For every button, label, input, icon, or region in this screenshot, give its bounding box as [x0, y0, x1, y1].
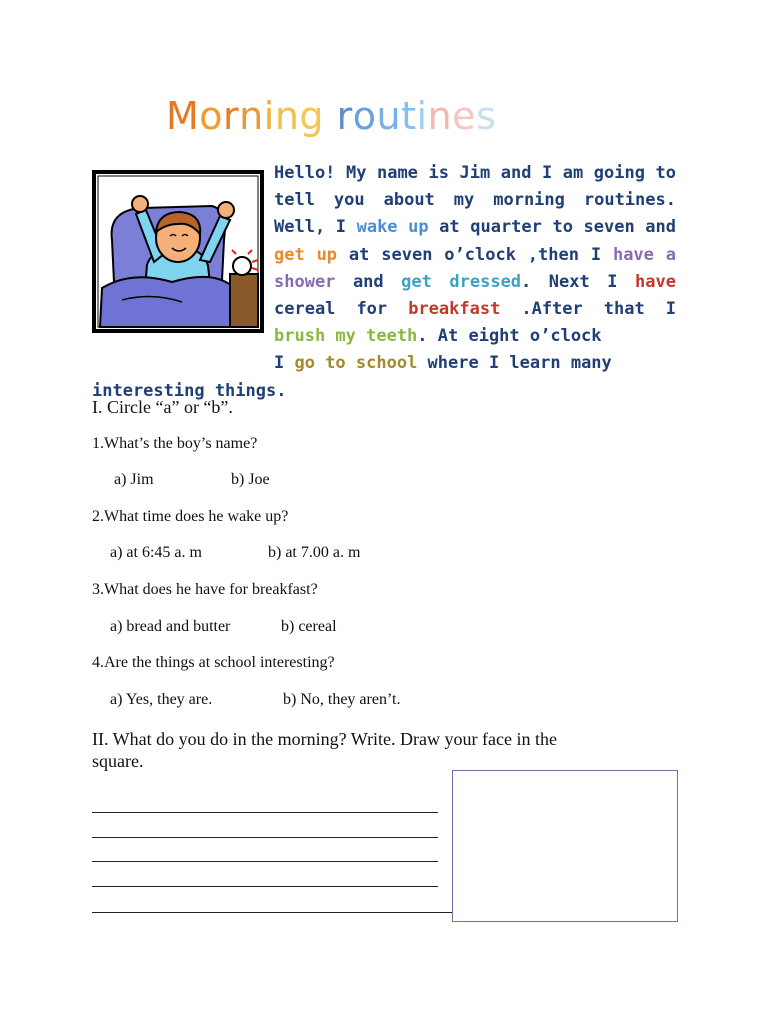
passage-segment: have [635, 271, 676, 292]
writing-line[interactable] [92, 861, 438, 862]
title-letter: r [336, 94, 353, 138]
title-letter: n [427, 94, 453, 138]
passage-segment: I [274, 353, 295, 374]
writing-line[interactable] [92, 886, 438, 887]
title-letter: o [352, 94, 377, 138]
question-2-option-b[interactable]: b) at 7.00 a. m [268, 544, 361, 561]
question-3: 3.What does he have for breakfast? [92, 581, 318, 598]
passage-segment: . At eight o’clock [417, 326, 602, 347]
passage-segment: at seven o’clock ,then I [337, 244, 613, 265]
title-letter: n [274, 94, 300, 138]
title-letter: r [223, 94, 240, 138]
title-letter [324, 94, 337, 138]
passage-segment: get up [274, 244, 338, 265]
passage-segment: get dressed [401, 271, 522, 292]
passage-segment: .After that I [500, 299, 676, 320]
title-letter: n [239, 94, 264, 138]
writing-line[interactable] [92, 837, 438, 838]
exercise-1-heading: I. Circle “a” or “b”. [92, 397, 233, 417]
face-drawing-square[interactable] [452, 770, 678, 922]
passage-segment: Hello! My name is Jim and I am going to tell you about my morning routines. Well, I [274, 163, 676, 238]
title-letter: g [299, 94, 325, 138]
passage-segment: breakfast [408, 299, 501, 320]
question-4: 4.Are the things at school interesting? [92, 654, 335, 671]
question-1-option-b[interactable]: b) Joe [231, 471, 270, 488]
question-3-option-a[interactable]: a) bread and butter [110, 618, 231, 635]
passage-segment: brush my teeth [274, 326, 418, 347]
passage-segment: go to school [294, 353, 418, 374]
page-title [166, 94, 496, 138]
passage-segment: at quarter to seven and [428, 217, 676, 238]
passage-segment: cereal for [274, 299, 409, 320]
reading-passage [92, 160, 676, 405]
question-4-option-b[interactable]: b) No, they aren’t. [283, 691, 401, 708]
title-letter: o [199, 94, 224, 138]
question-3-option-b[interactable]: b) cereal [281, 618, 337, 635]
exercise-2-heading-line-1: II. What do you do in the morning? Write. Draw your face in the [92, 729, 557, 749]
question-2: 2.What time does he wake up? [92, 508, 289, 525]
passage-segment: where I learn many interesting things. [92, 353, 612, 401]
title-letter: t [401, 94, 417, 138]
question-2-option-a[interactable]: a) at 6:45 a. m [110, 544, 202, 561]
title-letter: M [166, 94, 200, 138]
passage-body [274, 163, 676, 346]
passage-segment: have a shower [274, 244, 676, 292]
writing-line[interactable] [92, 912, 452, 913]
passage-segment: and [335, 271, 402, 292]
passage-segment: wake up [356, 217, 429, 238]
title-letter: s [476, 94, 497, 138]
title-letter: i [416, 94, 428, 138]
title-letter: i [263, 94, 275, 138]
passage-segment: . Next I [521, 271, 636, 292]
title-letter: e [452, 94, 477, 138]
question-1: 1.What’s the boy’s name? [92, 435, 258, 452]
exercise-2-heading-line-2: square. [92, 751, 144, 771]
picture-spacer [92, 160, 274, 352]
question-4-option-a[interactable]: a) Yes, they are. [110, 691, 213, 708]
title-letter: u [376, 94, 402, 138]
writing-line[interactable] [92, 812, 438, 813]
question-1-option-a[interactable]: a) Jim [114, 471, 154, 488]
